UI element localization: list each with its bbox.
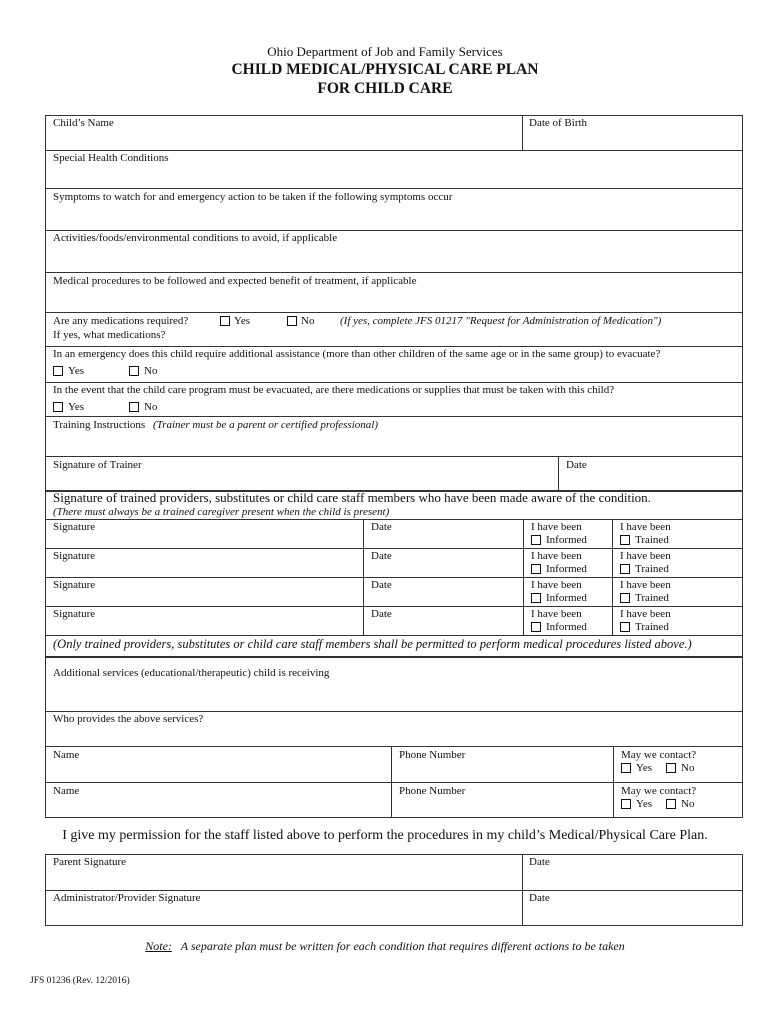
contact-no-checkbox[interactable]: [666, 763, 676, 773]
medications-question: Are any medications required?: [53, 315, 189, 327]
emergency-question: In an emergency does this child require additional assistance (more than other children of the same age or in the same group) to evacuate?: [53, 348, 661, 360]
provider-signature-label: Signature: [53, 521, 96, 533]
medications-yes-checkbox[interactable]: [220, 316, 230, 326]
may-contact-label: May we contact?: [621, 785, 697, 797]
additional-services-label: Additional services (educational/therapeutic) child is receiving: [53, 667, 330, 679]
contact-yes-checkbox[interactable]: [621, 799, 631, 809]
trained-checkbox[interactable]: [620, 593, 630, 603]
provider-signature-label: Signature: [53, 579, 96, 591]
informed-heading: I have been: [531, 521, 582, 533]
contact-phone-label: Phone Number: [399, 785, 466, 797]
may-contact-label: May we contact?: [621, 749, 697, 761]
parent-date-label: Date: [529, 856, 550, 868]
admin-date-label: Date: [529, 892, 550, 904]
provider-date-label: Date: [371, 608, 392, 620]
informed-label: Informed: [546, 534, 587, 546]
informed-label: Informed: [546, 592, 587, 604]
emergency-yes-label: Yes: [68, 365, 85, 377]
medications-instruction: (If yes, complete JFS 01217 "Request for Administration of Medication"): [340, 315, 662, 327]
evacuation-no-checkbox[interactable]: [129, 402, 139, 412]
procedures-label: Medical procedures to be followed and expected benefit of treatment, if applicable: [53, 275, 417, 287]
providers-heading: Signature of trained providers, substitutes or child care staff members who have been made aware of the condition.: [53, 490, 651, 505]
provider-date-label: Date: [371, 521, 392, 533]
trainer-date-label: Date: [566, 459, 587, 471]
trained-heading: I have been: [620, 550, 671, 562]
contact-name-label: Name: [53, 749, 80, 761]
form-number: JFS 01236 (Rev. 12/2016): [30, 976, 130, 986]
informed-checkbox[interactable]: [531, 564, 541, 574]
evacuation-no-label: No: [144, 401, 158, 413]
provider-signature-label: Signature: [53, 550, 96, 562]
contact-yes-label: Yes: [636, 798, 653, 810]
informed-label: Informed: [546, 563, 587, 575]
providers-subheading: (There must always be a trained caregiver present when the child is present): [53, 506, 390, 518]
trainer-signature-label: Signature of Trainer: [53, 459, 142, 471]
trained-label: Trained: [635, 592, 669, 604]
medications-no-label: No: [301, 315, 315, 327]
emergency-yes-checkbox[interactable]: [53, 366, 63, 376]
trained-label: Trained: [635, 534, 669, 546]
informed-heading: I have been: [531, 579, 582, 591]
contact-no-checkbox[interactable]: [666, 799, 676, 809]
trained-checkbox[interactable]: [620, 622, 630, 632]
evacuation-question: In the event that the child care program must be evacuated, are there medications or supplies that must be taken with this child?: [53, 384, 615, 396]
note: [0, 939, 770, 954]
trained-heading: I have been: [620, 521, 671, 533]
trained-heading: I have been: [620, 608, 671, 620]
which-medications-label: If yes, what medications?: [53, 329, 166, 341]
date-of-birth-label: Date of Birth: [529, 117, 588, 129]
evacuation-yes-label: Yes: [68, 401, 85, 413]
contact-no-label: No: [681, 762, 695, 774]
informed-heading: I have been: [531, 550, 582, 562]
contact-phone-label: Phone Number: [399, 749, 466, 761]
informed-heading: I have been: [531, 608, 582, 620]
admin-signature-label: Administrator/Provider Signature: [53, 892, 201, 904]
child-info-table: [45, 115, 743, 491]
only-trained-note: (Only trained providers, substitutes or child care staff members shall be permitted to perform medical procedures listed above.): [53, 637, 692, 651]
parent-signature-label: Parent Signature: [53, 856, 127, 868]
training-instructions-label: Training Instructions: [53, 419, 146, 431]
provider-date-label: Date: [371, 550, 392, 562]
emergency-no-checkbox[interactable]: [129, 366, 139, 376]
informed-label: Informed: [546, 621, 587, 633]
contact-yes-label: Yes: [636, 762, 653, 774]
trained-label: Trained: [635, 563, 669, 575]
medications-yes-label: Yes: [234, 315, 251, 327]
trainer-note: (Trainer must be a parent or certified professional): [153, 419, 378, 431]
trained-label: Trained: [635, 621, 669, 633]
medications-no-checkbox[interactable]: [287, 316, 297, 326]
emergency-no-label: No: [144, 365, 158, 377]
evacuation-yes-checkbox[interactable]: [53, 402, 63, 412]
form-title: CHILD MEDICAL/PHYSICAL CARE PLAN: [231, 61, 539, 78]
special-health-label: Special Health Conditions: [53, 152, 169, 164]
informed-checkbox[interactable]: [531, 593, 541, 603]
form-subtitle: FOR CHILD CARE: [317, 80, 453, 97]
note-label: Note:: [145, 939, 172, 953]
informed-checkbox[interactable]: [531, 535, 541, 545]
informed-checkbox[interactable]: [531, 622, 541, 632]
note-text: A separate plan must be written for each condition that requires different actions to be taken: [180, 939, 625, 953]
trained-heading: I have been: [620, 579, 671, 591]
who-provides-label: Who provides the above services?: [53, 713, 204, 725]
trained-checkbox[interactable]: [620, 564, 630, 574]
contact-yes-checkbox[interactable]: [621, 763, 631, 773]
permission-statement: I give my permission for the staff listed above to perform the procedures in my child’s Medical/Physical Care Plan.: [62, 828, 708, 843]
activities-label: Activities/foods/environmental conditions to avoid, if applicable: [53, 232, 338, 244]
agency-name: Ohio Department of Job and Family Services: [267, 44, 503, 59]
trained-checkbox[interactable]: [620, 535, 630, 545]
provider-signature-label: Signature: [53, 608, 96, 620]
childs-name-label: Child’s Name: [53, 117, 114, 129]
symptoms-label: Symptoms to watch for and emergency action to be taken if the following symptoms occur: [53, 191, 453, 203]
contact-name-label: Name: [53, 785, 80, 797]
contact-no-label: No: [681, 798, 695, 810]
provider-date-label: Date: [371, 579, 392, 591]
